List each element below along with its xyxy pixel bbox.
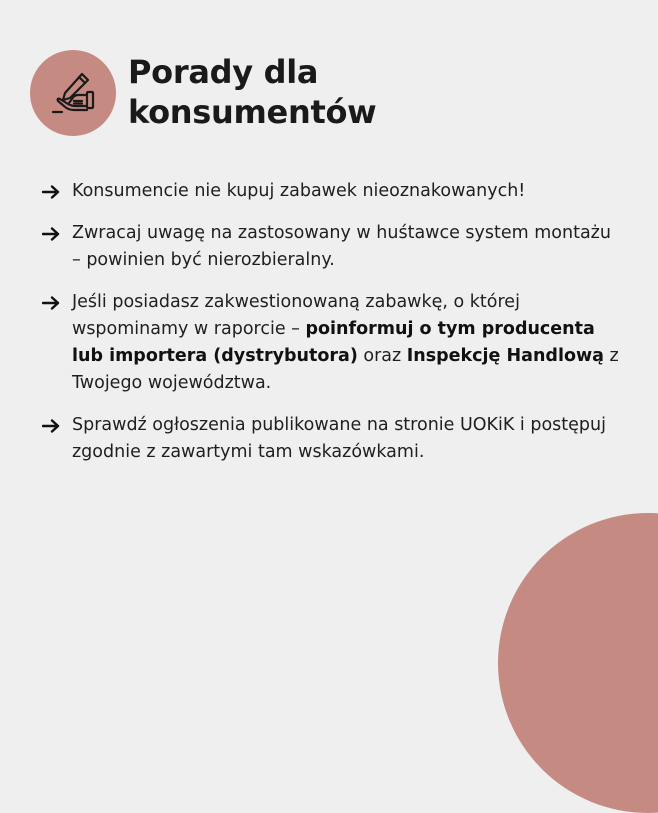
tip-text-bold: poinformuj o tym producenta lub importera (dystrybutora) [72,319,595,366]
tip-text: z Twojego województwa. [72,346,619,393]
tip-item [42,289,622,397]
tip-text: Zwracaj uwagę na zastosowany w huśtawce system montażu – powinien być nierozbieralny. [72,223,611,270]
arrow-right-icon [42,227,60,241]
decorative-circle [498,513,658,813]
title-line-2: konsumentów [128,93,377,131]
arrow-right-icon [42,419,60,433]
tip-item [42,412,622,466]
tip-text: oraz [357,346,407,366]
tip-text: Jeśli posiadasz zakwestionowaną zabawkę, o której wspominamy w raporcie – [72,292,520,339]
tip-item [42,178,622,205]
arrow-right-icon [42,296,60,310]
tip-item [42,220,622,274]
tip-text: Konsumencie nie kupuj zabawek nieoznakowanych! [72,181,526,201]
tips-list [42,178,622,481]
arrow-right-icon [42,185,60,199]
page-title [128,52,548,132]
tip-text: Sprawdź ogłoszenia publikowane na stronie UOKiK i postępuj zgodnie z zawartymi tam wskazówkami. [72,415,606,462]
tip-text-bold: Inspekcję Handlową [406,346,604,366]
title-line-1: Porady dla [128,53,319,91]
hand-writing-icon [48,68,98,118]
icon-badge [30,50,116,136]
